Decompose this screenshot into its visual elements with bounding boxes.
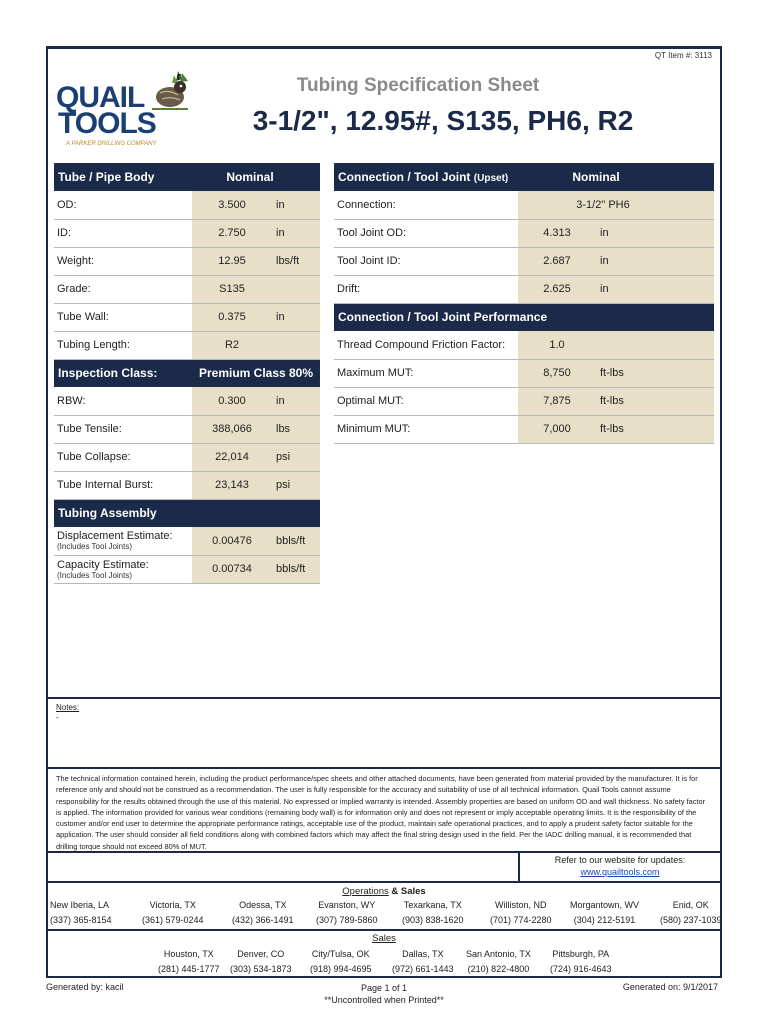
office-item: Odessa, TX (432) 366-1491	[232, 900, 294, 925]
table-row: Displacement Estimate: (Includes Tool Joints) 0.00476 bbls/ft	[54, 527, 320, 555]
table-row: Optimal MUT: 7,875 ft-lbs	[334, 387, 714, 415]
office-item: Denver, CO (303) 534-1873	[230, 949, 292, 974]
table-row: Tubing Length: R2	[54, 331, 320, 359]
notes-label: Notes:	[56, 703, 80, 712]
uncontrolled-note: **Uncontrolled when Printed**	[324, 995, 444, 1005]
inspection-header: Inspection Class:	[54, 359, 192, 387]
table-row: Weight: 12.95 lbs/ft	[54, 247, 320, 275]
qt-item-number: QT Item #: 3113	[654, 51, 712, 60]
office-item: Houston, TX (281) 445-1777	[158, 949, 220, 974]
logo-tagline: A PARKER DRILLING COMPANY	[66, 141, 157, 147]
assembly-header: Tubing Assembly	[54, 499, 320, 527]
table-row: Tube Collapse: 22,014 psi	[54, 443, 320, 471]
tube-body-table	[54, 163, 320, 584]
offices-section	[48, 881, 720, 979]
tube-body-nominal: Nominal	[192, 163, 320, 191]
office-item: Texarkana, TX (903) 838-1620	[402, 900, 464, 925]
connection-table: Connection / Tool Joint (Upset) Nominal Connection: 3-1/2" PH6 Tool Joint OD: 4.313 in Tool Joint ID: 2.687 in Drift: 2.625 in Connection / Tool Joint Performance Thread Compound Friction Factor: 1.0 Maximum MUT: 8,750 ft-lbs Optimal MUT: 7,875 ft-lbs Minimum MUT: 7,000 ft-lbs	[334, 163, 714, 444]
tube-body-header: Tube / Pipe Body	[54, 163, 192, 191]
office-item: Pittsburgh, PA (724) 916-4643	[550, 949, 612, 974]
office-item: New Iberia, LA (337) 365-8154	[50, 900, 112, 925]
disclaimer-text: The technical information contained herein, including the product performance/spec sheets and other attached documents, have been generated from material provided by the manufacturer. It is for reference only and should not be construed as a recommendation. The user is fully responsible for the accuracy and suitability of use of all technical information. Quail Tools cannot assume responsibility for the results obtained through the use of this material. No expressed or implied warranty is intended. Assembly properties are based on uniform OD and wall thickness. No safety factor is applied. The information provided for various wear conditions (remaining body wall) is for information only and does not represent or imply acceptable operating limits. It is the responsibility of the customer and/or end user to determine the appropriate performance ratings, acceptable use of the product, maintain safe operational practices, and to apply a prudent safety factor suitable for the application. The user should consider all field conditions along with combined factors which may affect the final string design used in the field. Per the IADC drilling manual, it is recommended that drilling torque should not exceed 80% of MUT.	[48, 767, 720, 853]
logo-quail-text: QUAIL	[56, 81, 145, 114]
generated-by: Generated by: kacil	[46, 982, 124, 992]
table-row: Minimum MUT: 7,000 ft-lbs	[334, 415, 714, 443]
notes-section	[48, 697, 720, 767]
table-row: Tube Internal Burst: 23,143 psi	[54, 471, 320, 499]
office-item: Enid, OK (580) 237-1039	[660, 900, 722, 925]
table-row: Tool Joint ID: 2.687 in	[334, 247, 714, 275]
spec-sheet-frame	[46, 46, 722, 978]
table-row: Connection: 3-1/2" PH6	[334, 191, 714, 219]
quail-tools-logo	[56, 63, 206, 153]
table-row: Thread Compound Friction Factor: 1.0	[334, 331, 714, 359]
generated-on: Generated on: 9/1/2017	[622, 982, 718, 992]
logo-tools-text: TOOLS	[58, 107, 156, 140]
divider	[48, 929, 720, 931]
sheet-title: 3-1/2", 12.95#, S135, PH6, R2	[252, 105, 634, 136]
page-number: Page 1 of 1	[360, 983, 408, 993]
table-row: Capacity Estimate: (Includes Tool Joints) 0.00734 bbls/ft	[54, 555, 320, 583]
notes-text: -	[56, 713, 59, 722]
office-item: Dallas, TX (972) 661-1443	[392, 949, 454, 974]
table-row: ID: 2.750 in	[54, 219, 320, 247]
ops-sales-title: Operations & Sales	[342, 886, 426, 897]
table-row: Grade: S135	[54, 275, 320, 303]
office-item: San Antonio, TX (210) 822-4800	[466, 949, 531, 974]
table-row: Tube Tensile: 388,066 lbs	[54, 415, 320, 443]
table-row: OD: 3.500 in	[54, 191, 320, 219]
office-item: Morgantown, WV (304) 212-5191	[570, 900, 640, 925]
office-item: Evanston, WY (307) 789-5860	[316, 900, 378, 925]
sheet-subtitle: Tubing Specification Sheet	[296, 75, 540, 96]
office-item: Williston, ND (701) 774-2280	[490, 900, 552, 925]
office-item: City/Tulsa, OK (918) 994-4695	[310, 949, 372, 974]
inspection-class: Premium Class 80%	[192, 359, 320, 387]
website-link[interactable]: www.quailtools.com	[580, 867, 660, 877]
sales-title: Sales	[372, 933, 396, 944]
refer-text: Refer to our website for updates:	[554, 855, 686, 865]
table-row: RBW: 0.300 in	[54, 387, 320, 415]
table-row: Tool Joint OD: 4.313 in	[334, 219, 714, 247]
performance-header: Connection / Tool Joint Performance	[334, 303, 714, 331]
table-row: Tube Wall: 0.375 in	[54, 303, 320, 331]
table-row: Drift: 2.625 in	[334, 275, 714, 303]
connection-nominal: Nominal	[518, 163, 714, 191]
table-row: Maximum MUT: 8,750 ft-lbs	[334, 359, 714, 387]
refer-section	[48, 851, 720, 881]
connection-header: Connection / Tool Joint	[338, 170, 471, 184]
office-item: Victoria, TX (361) 579-0244	[142, 900, 204, 925]
